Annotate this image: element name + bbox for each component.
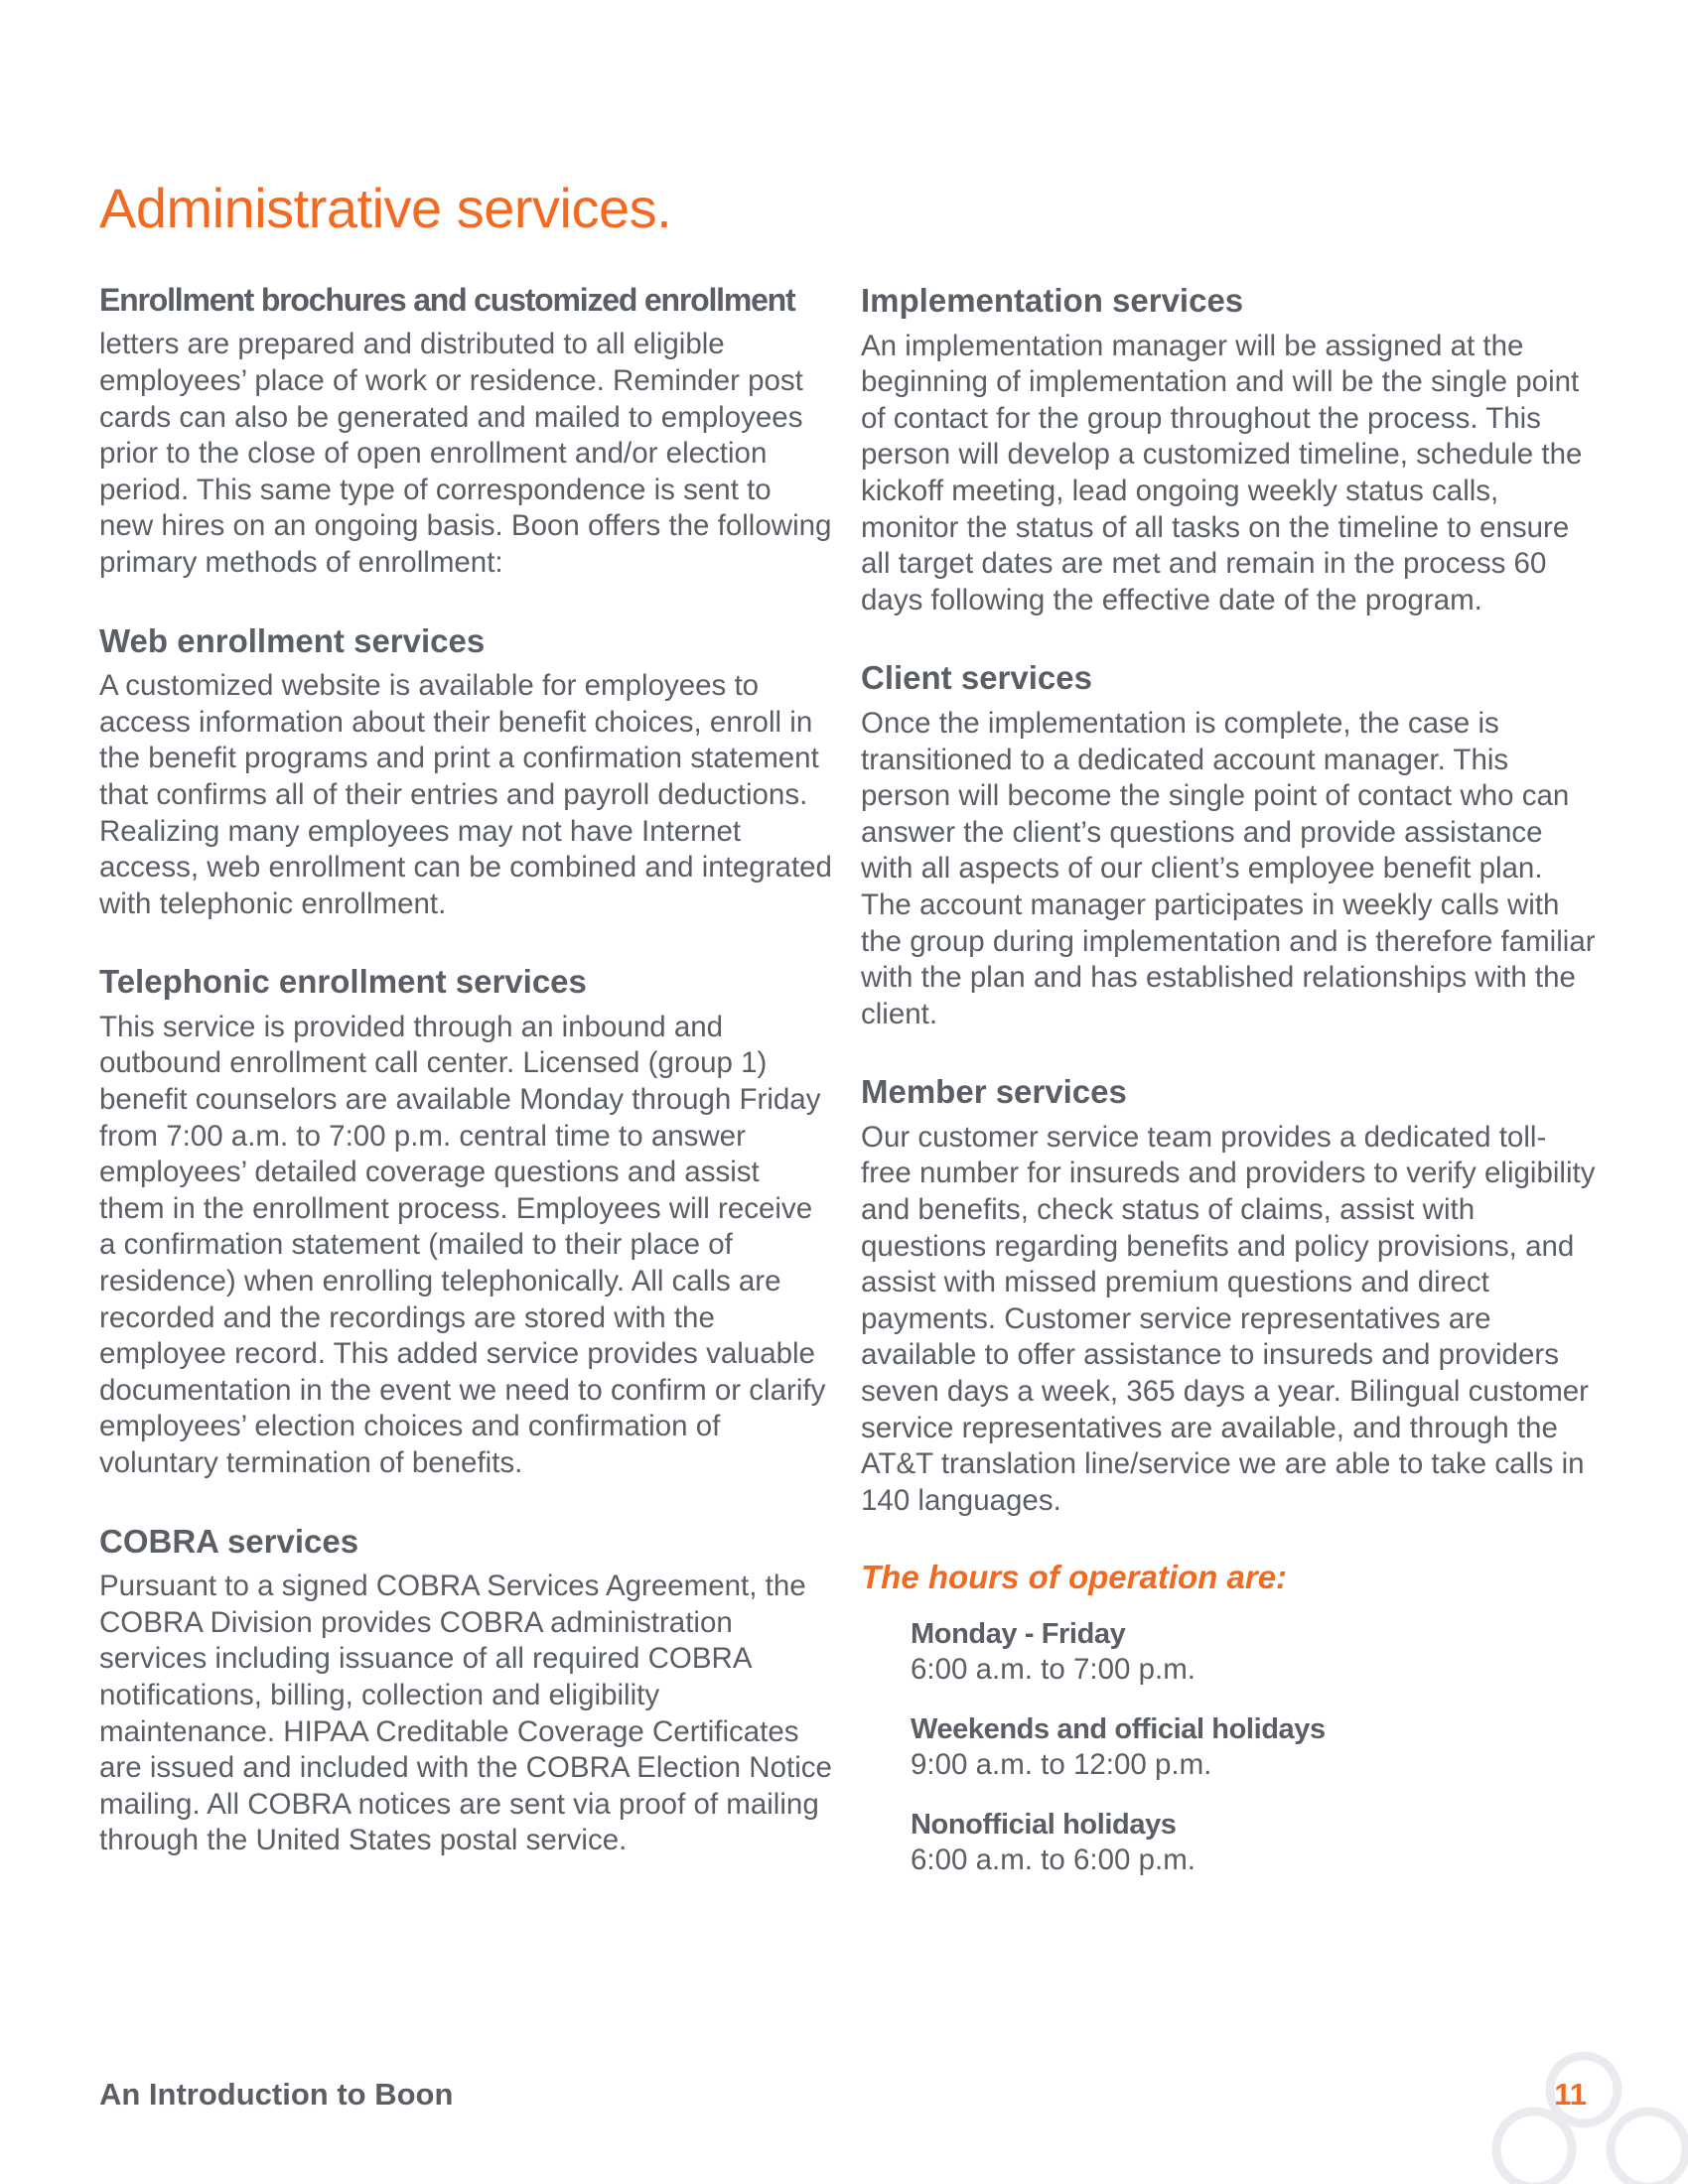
section-body: Once the implementation is complete, the case is transitioned to a dedicated account manager. This person will become the single point of contact who can answer the client’s questions and provide assistance with all aspects of our client’s employee benefit plan. The account manager participates in weekly calls with the group during implementation and is therefore familiar with the plan and has established relationships with the client. (861, 706, 1596, 1030)
footer-title: An Introduction to Boon (99, 2077, 454, 2112)
hours-label: Monday - Friday (911, 1618, 1126, 1651)
section-heading: Implementation services (861, 282, 1244, 319)
section-heading: Client services (861, 659, 1092, 697)
hours-label: Nonofficial holidays (911, 1809, 1177, 1842)
section-body: Our customer service team provides a dedicated toll-free number for insureds and providers to verify eligibility and benefits, check status of claims, assist with questions regarding benefits and policy provisions, and assist with missed premium questions and direct payments. Customer service representatives are available to offer assistance to insureds and providers seven days a week, 365 days a year. Bilingual customer service representatives are available, and through the AT&T translation line/service we are able to take calls in 140 languages. (861, 1120, 1596, 1517)
section-heading: Telephonic enrollment services (99, 963, 587, 1001)
section-web-enrollment (99, 621, 832, 923)
hours-item (911, 1711, 1596, 1783)
hours-label: Weekends and official holidays (911, 1713, 1326, 1746)
hours-time: 9:00 a.m. to 12:00 p.m. (911, 1748, 1212, 1782)
section-cobra (99, 1522, 832, 1859)
section-heading: COBRA services (99, 1522, 359, 1560)
section-heading: Enrollment brochures and customized enrollment (99, 282, 795, 318)
hours-time: 6:00 a.m. to 7:00 p.m. (911, 1653, 1196, 1687)
hours-item (911, 1616, 1596, 1688)
section-implementation (861, 281, 1596, 618)
page-number: 11 (1554, 2077, 1587, 2112)
left-column (99, 281, 832, 1899)
hours-list (911, 1616, 1596, 1878)
section-body: letters are prepared and distributed to all eligible employees’ place of work or residence. Reminder post cards can also be generated and mailed to employees prior to the close of open enrollment and/or election period. This same type of correspondence is sent to new hires on an ongoing basis. Boon offers the following primary methods of enrollment: (99, 328, 832, 579)
section-enrollment-brochures (99, 281, 832, 582)
hours-time: 6:00 a.m. to 6:00 p.m. (911, 1843, 1196, 1877)
page-title: Administrative services. (99, 177, 672, 239)
hours-item (911, 1807, 1596, 1878)
section-body: Pursuant to a signed COBRA Services Agreement, the COBRA Division provides COBRA administration services including issuance of all required COBRA notifications, billing, collection and eligibility maintenance. HIPAA Creditable Coverage Certificates are issued and included with the COBRA Election Notice mailing. All COBRA notices are sent via proof of mailing through the United States postal service. (99, 1570, 832, 1857)
section-heading: Member services (861, 1073, 1127, 1111)
section-body: A customized website is available for employees to access information about their benefit choices, enroll in the benefit programs and print a confirmation statement that confirms all of their entries and payroll deductions. Realizing many employees may not have Internet access, web enrollment can be combined and integrated with telephonic enrollment. (99, 669, 832, 920)
hours-heading: The hours of operation are: (861, 1559, 1288, 1596)
section-client-services (861, 658, 1596, 1032)
section-body: An implementation manager will be assigned at the beginning of implementation and will be the single point of contact for the group throughout the process. This person will develop a customized timeline, schedule the kickoff meeting, lead ongoing weekly status calls, monitor the status of all tasks on the timeline to ensure all target dates are met and remain in the process 60 days following the effective date of the program. (861, 329, 1583, 616)
section-body: This service is provided through an inbound and outbound enrollment call center. Licensed (group 1) benefit counselors are available Monday through Friday from 7:00 a.m. to 7:00 p.m. central time to answer employees’ detailed coverage questions and assist them in the enrollment process. Employees will receive a confirmation statement (mailed to their place of residence) when enrolling telephonically. All calls are recorded and the recordings are stored with the employee record. This added service provides valuable documentation in the event we need to confirm or clarify employees’ election choices and confirmation of voluntary termination of benefits. (99, 1010, 826, 1480)
logo-ring-right (1611, 2112, 1686, 2184)
logo-ring-left (1496, 2112, 1572, 2184)
right-column (861, 281, 1596, 1902)
section-telephonic-enrollment (99, 962, 832, 1481)
section-member-services (861, 1072, 1596, 1519)
section-heading: Web enrollment services (99, 621, 486, 659)
